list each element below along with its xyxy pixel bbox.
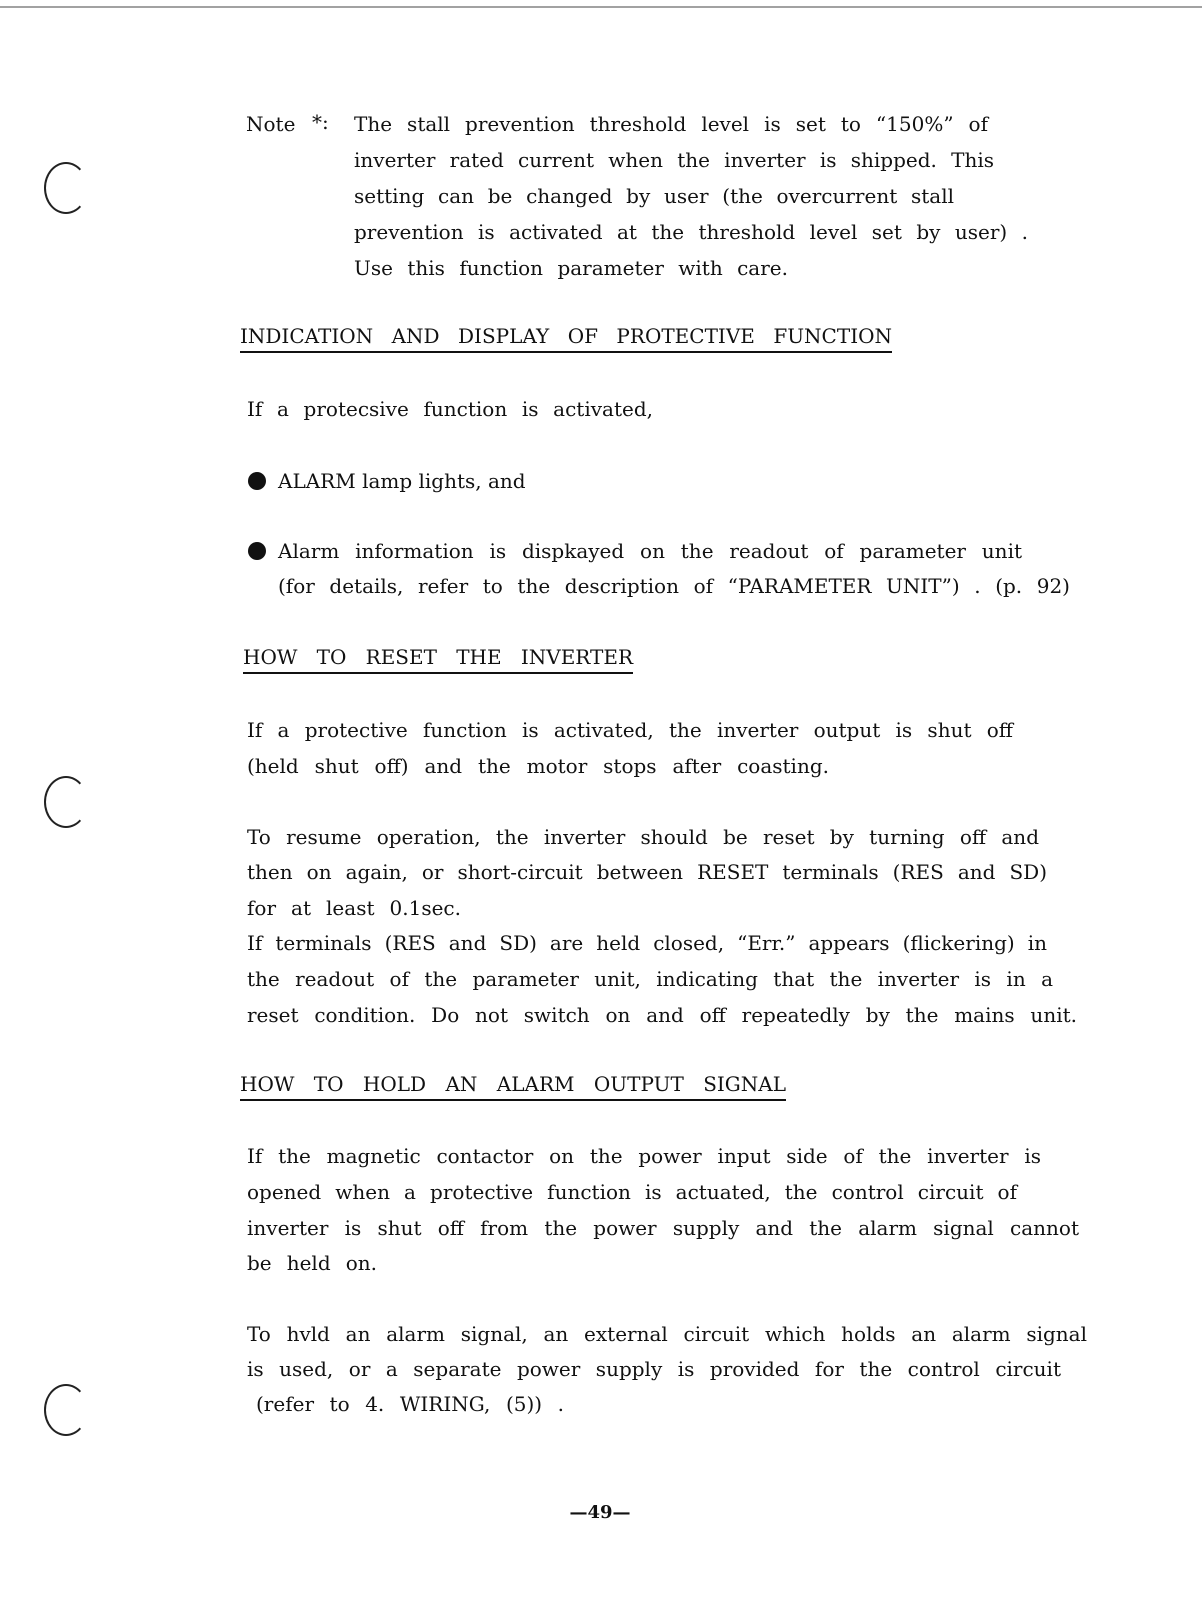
reset-para2-line3: for at least 0.1sec. [247, 896, 461, 920]
note-line-4: prevention is activated at the threshold level set by user) . [354, 220, 1028, 244]
reset-para1-line1: If a protective function is activated, the inverter output is shut off [247, 718, 1013, 742]
note-line-2: inverter rated current when the inverter is shipped. This [354, 148, 994, 172]
reset-para2-line4: If terminals (RES and SD) are held closed, “Err.” appears (flickering) in [247, 931, 1047, 955]
bullet-alarm-lamp: ALARM lamp lights, and [278, 469, 526, 493]
reset-para2-line6: reset condition. Do not switch on and off repeatedly by the mains unit. [247, 1003, 1077, 1027]
alarm-para1-line2: opened when a protective function is actuated, the control circuit of [247, 1180, 1017, 1204]
note-marker: *: [312, 110, 329, 134]
alarm-para2-line3: (refer to 4. WIRING, (5)) . [256, 1392, 564, 1416]
reset-para2-line1: To resume operation, the inverter should be reset by turning off and [247, 825, 1039, 849]
reset-para1-line2: (held shut off) and the motor stops after coasting. [247, 754, 829, 778]
note-line-1: The stall prevention threshold level is set to “150%” of [354, 112, 988, 136]
heading-indication: INDICATION AND DISPLAY OF PROTECTIVE FUNCTION [240, 323, 892, 353]
binder-hole-1 [44, 162, 88, 214]
heading-reset: HOW TO RESET THE INVERTER [243, 644, 633, 674]
reset-para2-line5: the readout of the parameter unit, indicating that the inverter is in a [247, 967, 1053, 991]
bullet-alarm-info-1: Alarm information is dispkayed on the readout of parameter unit [278, 539, 1022, 563]
binder-hole-3 [44, 1384, 88, 1436]
note-line-5: Use this function parameter with care. [354, 256, 788, 280]
alarm-para1-line4: be held on. [247, 1251, 377, 1275]
page-number: —49— [569, 1502, 631, 1523]
alarm-para1-line3: inverter is shut off from the power supply and the alarm signal cannot [247, 1216, 1079, 1240]
alarm-para2-line2: is used, or a separate power supply is provided for the control circuit [247, 1357, 1061, 1381]
heading-alarm: HOW TO HOLD AN ALARM OUTPUT SIGNAL [240, 1071, 786, 1101]
bullet-icon [248, 472, 266, 490]
bullet-icon [248, 542, 266, 560]
alarm-para2-line1: To hvld an alarm signal, an external circuit which holds an alarm signal [247, 1322, 1087, 1346]
bullet-alarm-info-2: (for details, refer to the description of “PARAMETER UNIT”) . (p. 92) [278, 574, 1070, 598]
binder-hole-2 [44, 776, 88, 828]
reset-para2-line2: then on again, or short-circuit between RESET terminals (RES and SD) [247, 860, 1047, 884]
indication-intro: If a protecsive function is activated, [247, 397, 653, 421]
note-line-3: setting can be changed by user (the overcurrent stall [354, 184, 954, 208]
note-label: Note [246, 112, 296, 136]
alarm-para1-line1: If the magnetic contactor on the power input side of the inverter is [247, 1144, 1041, 1168]
scan-top-edge [0, 6, 1202, 8]
